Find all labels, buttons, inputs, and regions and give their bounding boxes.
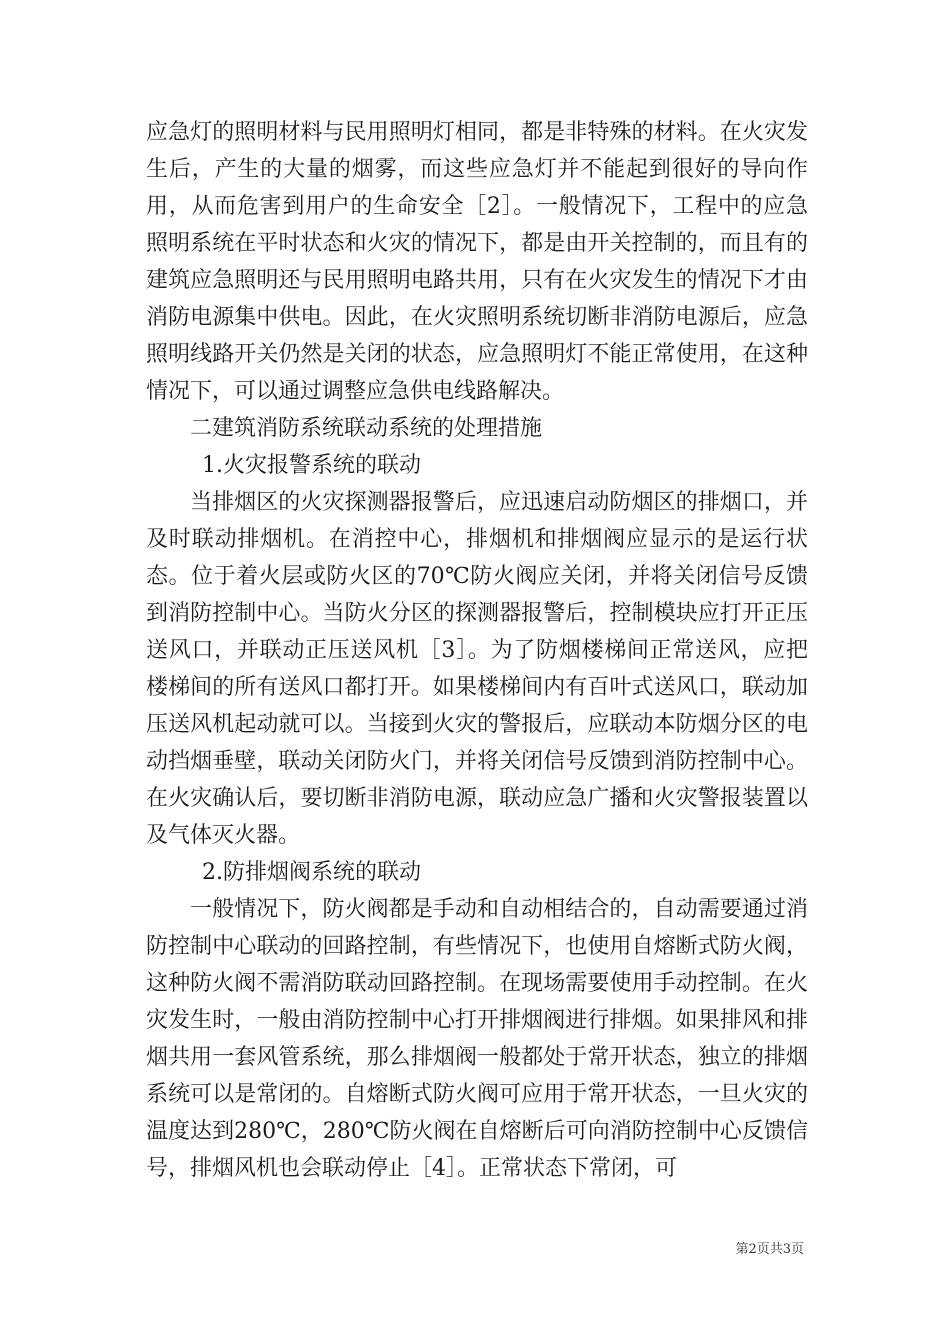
page-number: 第2页共3页 (735, 1242, 804, 1257)
subsection-heading: 2.防排烟阀系统的联动 (202, 860, 421, 885)
body-paragraph: 一般情况下，防火阀都是手动和自动相结合的，自动需要通过消防控制中心联动的回路控制，有些情况下，也使用自熔断式防火阀，这种防火阀不需消防联动回路控制。在现场需要使用手动控制。在火灾发生时，一般由消防控制中心打开排烟阀进行排烟。如果排风和排烟共用一套风管系统，那么排烟阀一般都处于常开状态，独立的排烟系统可以是常闭的。自熔断式防火阀可应用于常开状态，一旦火灾的温度达到280℃，280℃防火阀在自熔断后可向消防控制中心反馈信号，排烟风机也会联动停止［4］。正常状态下常闭，可 (146, 897, 808, 1181)
body-paragraph: 应急灯的照明材料与民用照明灯相同，都是非特殊的材料。在火灾发生后，产生的大量的烟雾，而这些应急灯并不能起到很好的导向作用，从而危害到用户的生命安全［2］。一般情况下，工程中的应急照明系统在平时状态和火灾的情况下，都是由开关控制的，而且有的建筑应急照明还与民用照明电路共用，只有在火灾发生的情况下才由消防电源集中供电。因此，在火灾照明系统切断非消防电源后，应急照明线路开关仍然是关闭的状态，应急照明灯不能正常使用，在这种情况下，可以通过调整应急供电线路解决。 (146, 120, 808, 404)
subsection-heading: 1.火灾报警系统的联动 (202, 453, 421, 478)
document-body (146, 114, 808, 1187)
section-heading: 二建筑消防系统联动系统的处理措施 (190, 416, 543, 441)
body-paragraph: 当排烟区的火灾探测器报警后，应迅速启动防烟区的排烟口，并及时联动排烟机。在消控中心，排烟机和排烟阀应显示的是运行状态。位于着火层或防火区的70℃防火阀应关闭，并将关闭信号反馈到消防控制中心。当防火分区的探测器报警后，控制模块应打开正压送风口，并联动正压送风机［3］。为了防烟楼梯间正常送风，应把楼梯间的所有送风口都打开。如果楼梯间内有百叶式送风口，联动加压送风机起动就可以。当接到火灾的警报后，应联动本防烟分区的电动挡烟垂壁，联动关闭防火门，并将关闭信号反馈到消防控制中心。在火灾确认后，要切断非消防电源，联动应急广播和火灾警报装置以及气体灭火器。 (146, 490, 808, 848)
